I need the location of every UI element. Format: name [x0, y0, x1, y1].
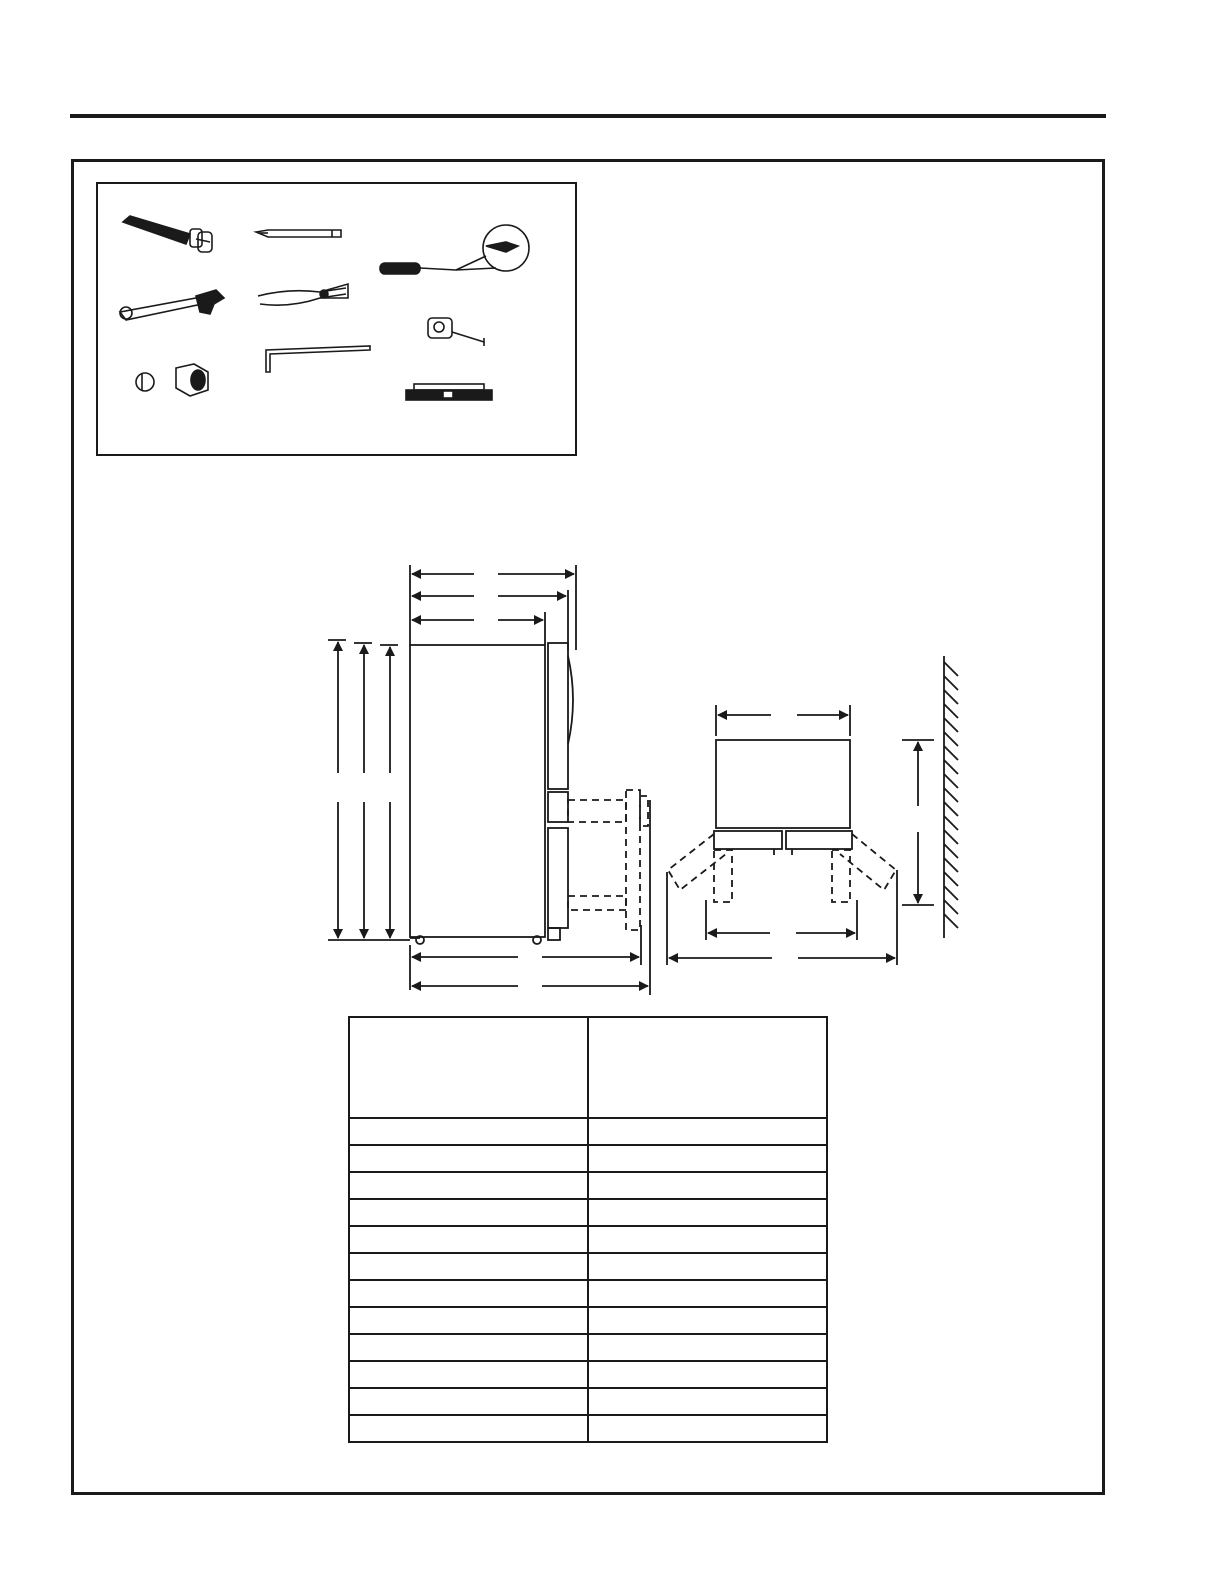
- header-rule: [70, 114, 1106, 118]
- table-cell: [349, 1307, 588, 1334]
- table-cell: [349, 1172, 588, 1199]
- top-view-dimension-arrows: [669, 715, 934, 958]
- table-cell: [588, 1415, 827, 1442]
- table-cell: [349, 1388, 588, 1415]
- table-header-row: [349, 1017, 827, 1118]
- table-row: [349, 1280, 827, 1307]
- level-icon: [406, 384, 492, 400]
- table-cell: [588, 1199, 827, 1226]
- table-cell: [588, 1307, 827, 1334]
- table-cell: [349, 1334, 588, 1361]
- compression-nut-icon: [176, 364, 208, 396]
- table-cell: [349, 1145, 588, 1172]
- table-cell: [588, 1253, 827, 1280]
- allen-wrench-icon: [266, 346, 370, 372]
- table-cell: [349, 1226, 588, 1253]
- table-cell: [588, 1361, 827, 1388]
- socket-wrench-icon: [123, 216, 212, 252]
- table-cell: [349, 1280, 588, 1307]
- dimension-diagram: [300, 555, 980, 1010]
- tools-panel: [96, 182, 577, 456]
- phillips-screwdriver-icon: [380, 225, 529, 274]
- depth-dimension-arrows: [412, 574, 648, 986]
- table-cell: [588, 1226, 827, 1253]
- tape-measure-icon: [428, 318, 484, 346]
- table-row: [349, 1118, 827, 1145]
- table-cell: [588, 1145, 827, 1172]
- table-row: [349, 1307, 827, 1334]
- open-drawer-outline: [568, 790, 648, 930]
- table-row: [349, 1226, 827, 1253]
- table-cell: [349, 1253, 588, 1280]
- pliers-icon: [258, 284, 348, 305]
- table-cell: [349, 1118, 588, 1145]
- table-row: [349, 1388, 827, 1415]
- height-dimension-arrows: [328, 640, 410, 940]
- table-cell: [349, 1415, 588, 1442]
- table-cell: [588, 1118, 827, 1145]
- ferrule-icon: [136, 373, 154, 391]
- table-cell: [349, 1361, 588, 1388]
- table-header-cell: [349, 1017, 588, 1118]
- table-row: [349, 1361, 827, 1388]
- wall-hatch: [944, 656, 958, 938]
- table-cell: [349, 1199, 588, 1226]
- table-row: [349, 1145, 827, 1172]
- pencil-icon: [256, 230, 341, 237]
- table-header-cell: [588, 1017, 827, 1118]
- table-cell: [588, 1280, 827, 1307]
- table-row: [349, 1415, 827, 1442]
- side-view-refrigerator: [410, 565, 650, 995]
- top-view-refrigerator: [667, 705, 897, 965]
- table-cell: [588, 1172, 827, 1199]
- adjustable-wrench-icon: [120, 290, 224, 320]
- table-row: [349, 1253, 827, 1280]
- table-row: [349, 1334, 827, 1361]
- table-row: [349, 1199, 827, 1226]
- table-cell: [588, 1388, 827, 1415]
- table-row: [349, 1172, 827, 1199]
- table-cell: [588, 1334, 827, 1361]
- dimension-table: [348, 1016, 828, 1443]
